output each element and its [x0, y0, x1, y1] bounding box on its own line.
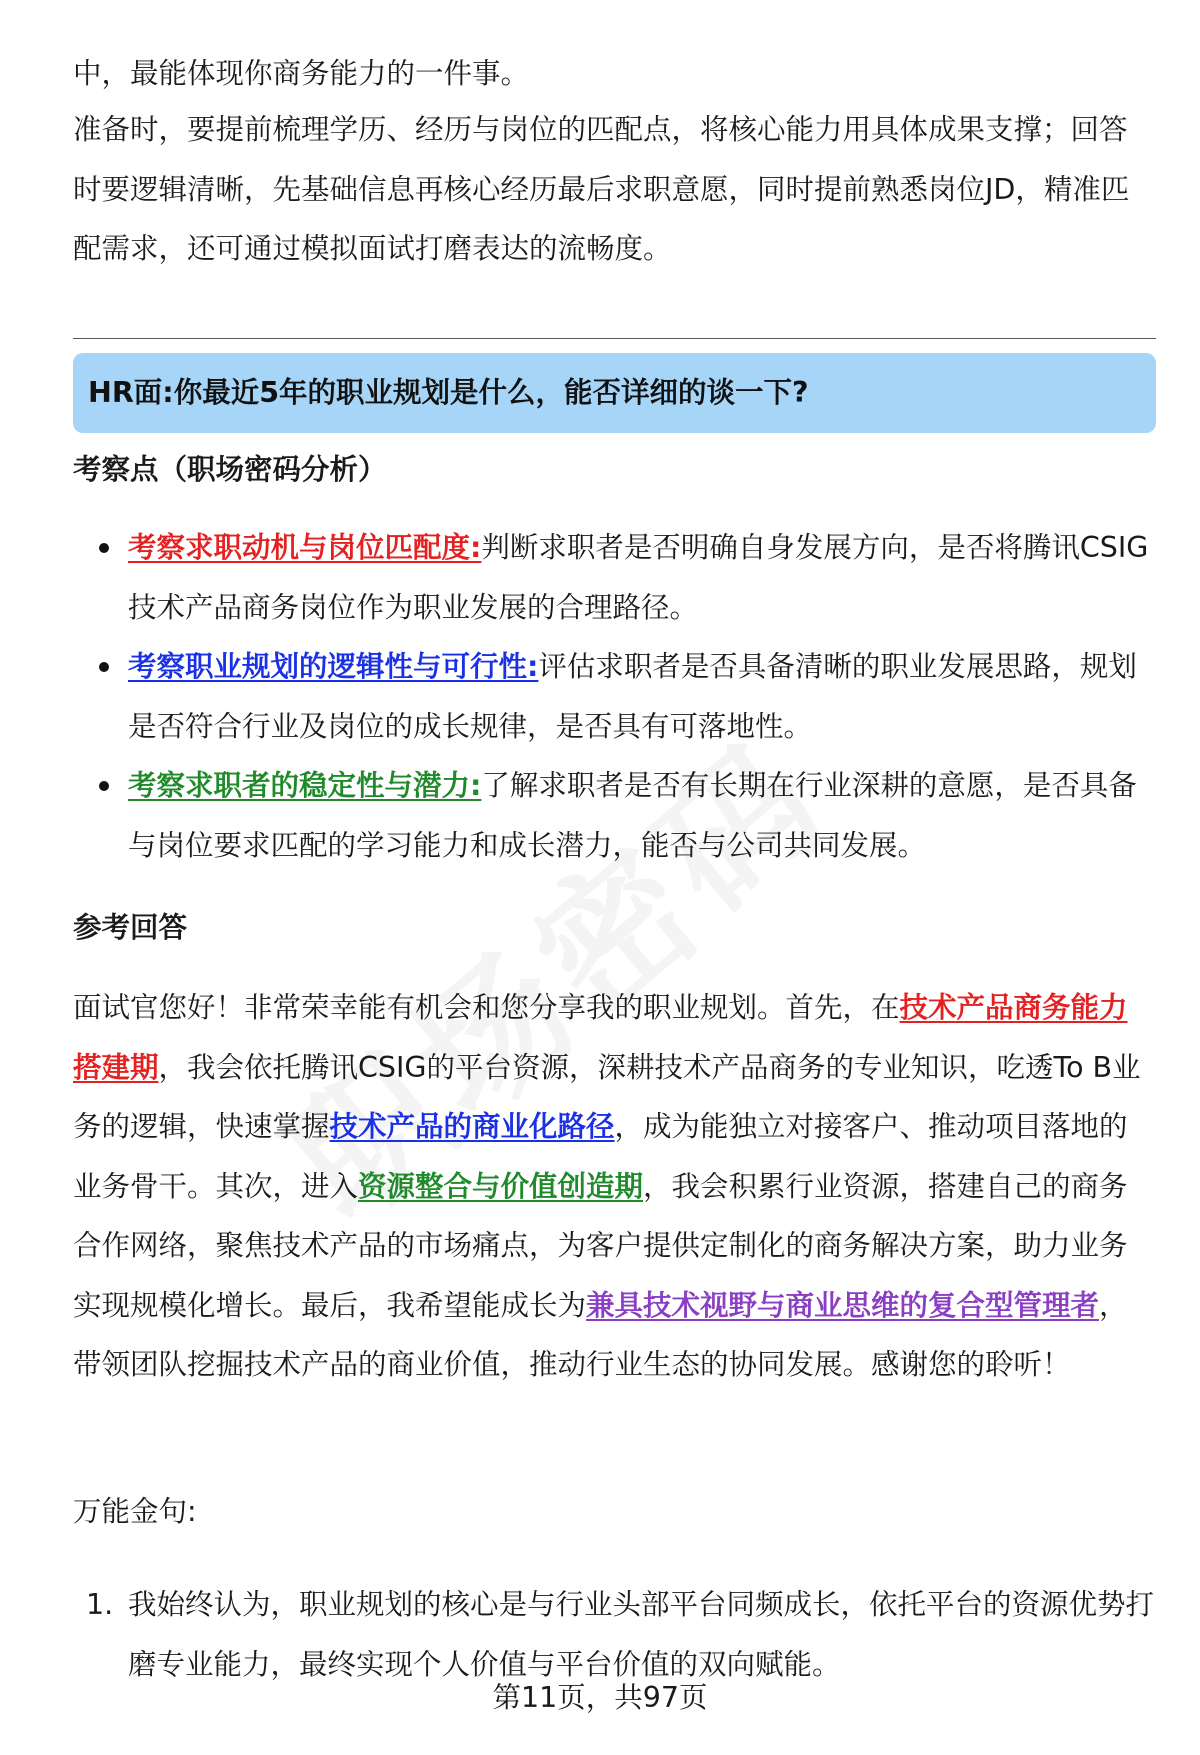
focus-item: [73, 518, 1158, 637]
answer-highlight: 资源整合与价值创造期: [358, 1169, 644, 1203]
list-item-text: 我始终认为，职业规划的核心是与行业头部平台同频成长，依托平台的资源优势打磨专业能力，最终实现个人价值与平台价值的双向赋能。: [128, 1588, 1155, 1681]
intro-paragraph: 准备时，要提前梳理学历、经历与岗位的匹配点，将核心能力用具体成果支撑；回答时要逻辑清晰，先基础信息再核心经历最后求职意愿，同时提前熟悉岗位JD，精准匹配需求，还可通过模拟面试打磨表达的流畅度。: [73, 113, 1130, 265]
golden-heading: 万能金句:: [73, 1495, 197, 1528]
golden-list: [73, 1575, 1158, 1694]
page-number: 第11页，共97页: [492, 1681, 708, 1714]
answer-text: 面试官您好！非常荣幸能有机会和您分享我的职业规划。首先，在: [73, 991, 900, 1024]
focus-item-label: 考察求职动机与岗位匹配度:: [128, 531, 482, 564]
answer-highlight: 技术产品商务能力搭建期: [73, 991, 1128, 1084]
focus-item-label: 考察求职者的稳定性与潜力:: [128, 769, 482, 802]
bullet-icon: [99, 781, 109, 791]
answer-text: ，成为能独立对接客户、推动项目落地的业务骨干。其次，进入: [73, 1110, 1128, 1203]
focus-item: [73, 756, 1158, 875]
answer-highlight: 技术产品的商业化路径: [329, 1110, 615, 1143]
bullet-icon: [99, 543, 109, 553]
list-item-number: 1.: [86, 1588, 114, 1621]
question-box: [73, 353, 1156, 433]
focus-item-label: 考察职业规划的逻辑性与可行性:: [128, 650, 539, 683]
focus-heading: 考察点（职场密码分析）: [73, 453, 387, 486]
focus-item-text: 判断求职者是否明确自身发展方向，是否将腾讯CSIG技术产品商务岗位作为职业发展的合理路径。: [128, 531, 1149, 624]
answer-text: ，我会依托腾讯CSIG的平台资源，深耕技术产品商务的专业知识，吃透To B业务的逻辑，快速掌握: [73, 1050, 1141, 1143]
intro-line: 中，最能体现你商务能力的一件事。: [73, 57, 530, 90]
list-item: [73, 1575, 1158, 1694]
focus-list: [73, 518, 1158, 875]
focus-item-text: 评估求职者是否具备清晰的职业发展思路，规划是否符合行业及岗位的成长规律，是否具有可落地性。: [128, 650, 1137, 743]
answer-text: ，带领团队挖掘技术产品的商业价值，推动行业生态的协同发展。感谢您的聆听！: [73, 1288, 1128, 1381]
answer-paragraph: [73, 978, 1153, 1395]
answer-text: ，我会积累行业资源，搭建自己的商务合作网络，聚焦技术产品的市场痛点，为客户提供定制化的商务解决方案，助力业务实现规模化增长。最后，我希望能成长为: [73, 1169, 1128, 1322]
focus-item: [73, 637, 1158, 756]
focus-item-text: 了解求职者是否有长期在行业深耕的意愿，是否具备与岗位要求匹配的学习能力和成长潜力，能否与公司共同发展。: [128, 769, 1137, 862]
answer-heading: 参考回答: [73, 911, 188, 944]
question-title: HR面:你最近5年的职业规划是什么，能否详细的谈一下?: [88, 376, 809, 409]
section-divider: [73, 338, 1156, 339]
bullet-icon: [99, 662, 109, 672]
answer-highlight: 兼具技术视野与商业思维的复合型管理者: [586, 1288, 1100, 1322]
